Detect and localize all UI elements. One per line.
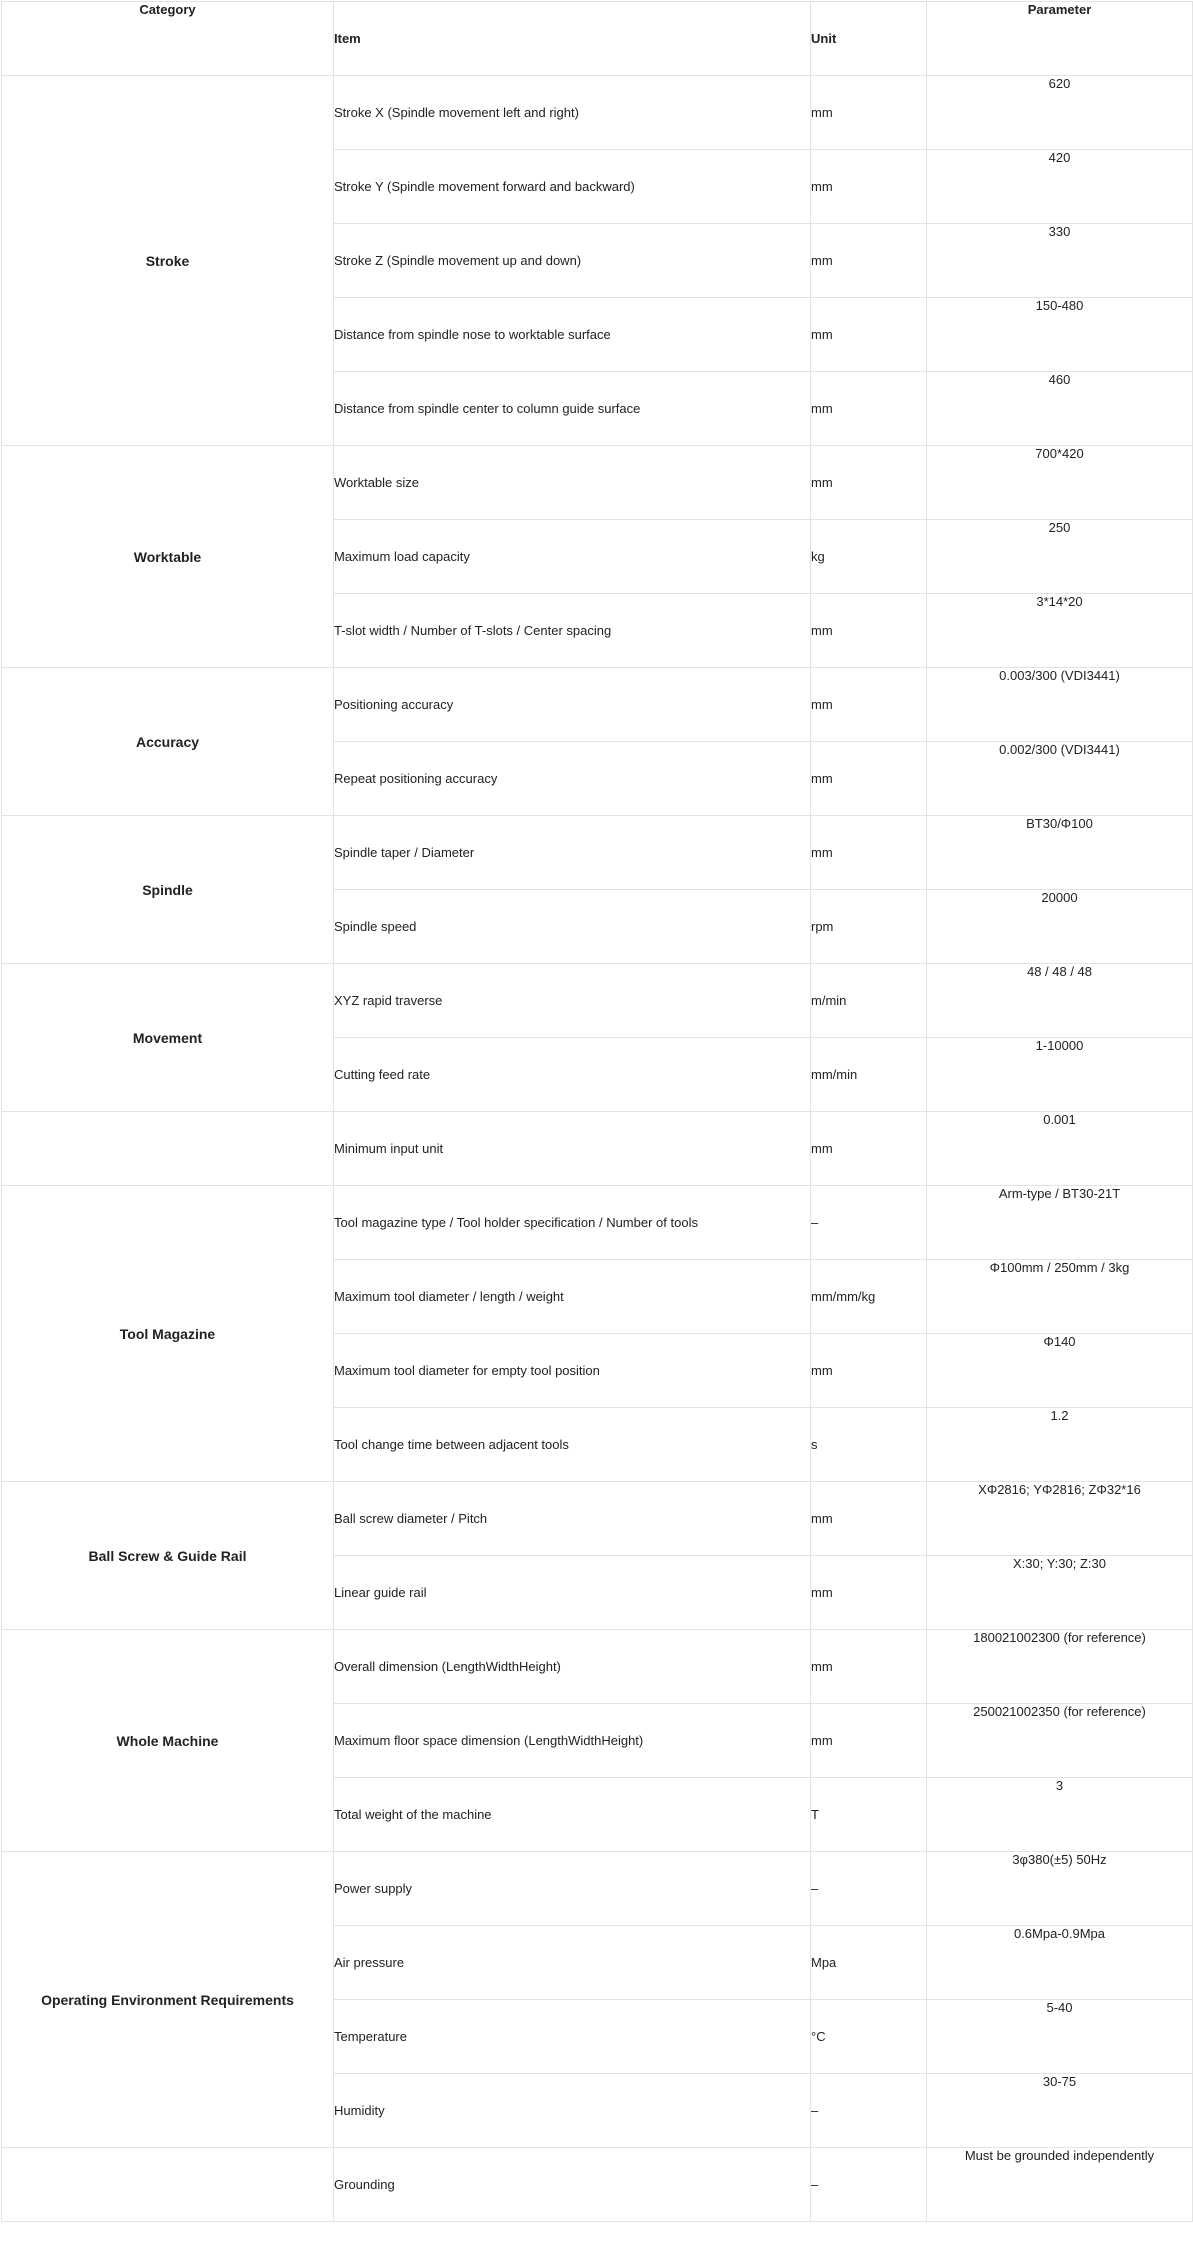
unit-cell: °C — [811, 2000, 927, 2074]
table-row — [2, 76, 1193, 150]
header-parameter: Parameter — [927, 2, 1193, 76]
unit-cell: mm — [811, 594, 927, 668]
unit-cell: – — [811, 2074, 927, 2148]
parameter-cell: 330 — [927, 224, 1193, 298]
item-cell: Maximum tool diameter / length / weight — [334, 1260, 811, 1334]
item-cell: T-slot width / Number of T-slots / Center spacing — [334, 594, 811, 668]
unit-cell: rpm — [811, 890, 927, 964]
parameter-cell: 420 — [927, 150, 1193, 224]
category-cell: Spindle — [2, 816, 334, 964]
table-row — [2, 1112, 1193, 1186]
header-row — [2, 2, 1193, 76]
parameter-cell: 250021002350 (for reference) — [927, 1704, 1193, 1778]
unit-cell: mm — [811, 224, 927, 298]
table-row — [2, 668, 1193, 742]
parameter-cell: 1-10000 — [927, 1038, 1193, 1112]
parameter-cell: 180021002300 (for reference) — [927, 1630, 1193, 1704]
parameter-cell: Must be grounded independently — [927, 2148, 1193, 2222]
unit-cell: Mpa — [811, 1926, 927, 2000]
table-row — [2, 1630, 1193, 1704]
parameter-cell: 0.001 — [927, 1112, 1193, 1186]
table-body — [2, 76, 1193, 2222]
unit-cell: mm/mm/kg — [811, 1260, 927, 1334]
unit-cell: mm — [811, 816, 927, 890]
unit-cell: mm/min — [811, 1038, 927, 1112]
unit-cell: mm — [811, 1112, 927, 1186]
item-cell: Tool magazine type / Tool holder specification / Number of tools — [334, 1186, 811, 1260]
category-cell: Stroke — [2, 76, 334, 446]
item-cell: XYZ rapid traverse — [334, 964, 811, 1038]
category-cell — [2, 1112, 334, 1186]
unit-cell: mm — [811, 76, 927, 150]
table-row — [2, 964, 1193, 1038]
parameter-cell: 0.002/300 (VDI3441) — [927, 742, 1193, 816]
unit-cell: mm — [811, 1704, 927, 1778]
item-cell: Stroke Z (Spindle movement up and down) — [334, 224, 811, 298]
parameter-cell: 460 — [927, 372, 1193, 446]
parameter-cell: BT30/Φ100 — [927, 816, 1193, 890]
parameter-cell: 250 — [927, 520, 1193, 594]
unit-cell: – — [811, 2148, 927, 2222]
parameter-cell: 3φ380(±5) 50Hz — [927, 1852, 1193, 1926]
item-cell: Worktable size — [334, 446, 811, 520]
unit-cell: T — [811, 1778, 927, 1852]
item-cell: Spindle taper / Diameter — [334, 816, 811, 890]
category-cell: Movement — [2, 964, 334, 1112]
parameter-cell: 30-75 — [927, 2074, 1193, 2148]
table-row — [2, 1852, 1193, 1926]
header-unit: Unit — [811, 2, 927, 76]
category-cell: Whole Machine — [2, 1630, 334, 1852]
item-cell: Positioning accuracy — [334, 668, 811, 742]
unit-cell: mm — [811, 446, 927, 520]
item-cell: Overall dimension (LengthWidthHeight) — [334, 1630, 811, 1704]
spec-table — [1, 1, 1193, 2222]
parameter-cell: Φ100mm / 250mm / 3kg — [927, 1260, 1193, 1334]
item-cell: Minimum input unit — [334, 1112, 811, 1186]
unit-cell: mm — [811, 372, 927, 446]
item-cell: Stroke Y (Spindle movement forward and backward) — [334, 150, 811, 224]
unit-cell: mm — [811, 298, 927, 372]
item-cell: Total weight of the machine — [334, 1778, 811, 1852]
item-cell: Maximum floor space dimension (LengthWidthHeight) — [334, 1704, 811, 1778]
parameter-cell: 3 — [927, 1778, 1193, 1852]
item-cell: Humidity — [334, 2074, 811, 2148]
category-cell: Worktable — [2, 446, 334, 668]
table-row — [2, 1186, 1193, 1260]
table-header — [2, 2, 1193, 76]
parameter-cell: 620 — [927, 76, 1193, 150]
category-cell: Accuracy — [2, 668, 334, 816]
unit-cell: mm — [811, 742, 927, 816]
item-cell: Repeat positioning accuracy — [334, 742, 811, 816]
parameter-cell: 150-480 — [927, 298, 1193, 372]
item-cell: Distance from spindle nose to worktable surface — [334, 298, 811, 372]
header-category: Category — [2, 2, 334, 76]
item-cell: Maximum tool diameter for empty tool position — [334, 1334, 811, 1408]
table-row — [2, 446, 1193, 520]
item-cell: Grounding — [334, 2148, 811, 2222]
item-cell: Maximum load capacity — [334, 520, 811, 594]
parameter-cell: Arm-type / BT30-21T — [927, 1186, 1193, 1260]
item-cell: Temperature — [334, 2000, 811, 2074]
parameter-cell: XΦ2816; YΦ2816; ZΦ32*16 — [927, 1482, 1193, 1556]
item-cell: Tool change time between adjacent tools — [334, 1408, 811, 1482]
parameter-cell: 0.6Mpa-0.9Mpa — [927, 1926, 1193, 2000]
unit-cell: – — [811, 1852, 927, 1926]
parameter-cell: 3*14*20 — [927, 594, 1193, 668]
item-cell: Power supply — [334, 1852, 811, 1926]
table-row — [2, 1482, 1193, 1556]
unit-cell: kg — [811, 520, 927, 594]
header-item: Item — [334, 2, 811, 76]
parameter-cell: Φ140 — [927, 1334, 1193, 1408]
unit-cell: mm — [811, 1334, 927, 1408]
category-cell — [2, 2148, 334, 2222]
parameter-cell: 1.2 — [927, 1408, 1193, 1482]
item-cell: Air pressure — [334, 1926, 811, 2000]
parameter-cell: X:30; Y:30; Z:30 — [927, 1556, 1193, 1630]
unit-cell: mm — [811, 1630, 927, 1704]
parameter-cell: 48 / 48 / 48 — [927, 964, 1193, 1038]
parameter-cell: 5-40 — [927, 2000, 1193, 2074]
parameter-cell: 700*420 — [927, 446, 1193, 520]
table-row — [2, 816, 1193, 890]
category-cell: Ball Screw & Guide Rail — [2, 1482, 334, 1630]
item-cell: Distance from spindle center to column guide surface — [334, 372, 811, 446]
unit-cell: mm — [811, 1556, 927, 1630]
parameter-cell: 20000 — [927, 890, 1193, 964]
item-cell: Spindle speed — [334, 890, 811, 964]
item-cell: Stroke X (Spindle movement left and right) — [334, 76, 811, 150]
category-cell: Tool Magazine — [2, 1186, 334, 1482]
unit-cell: mm — [811, 668, 927, 742]
unit-cell: – — [811, 1186, 927, 1260]
item-cell: Ball screw diameter / Pitch — [334, 1482, 811, 1556]
unit-cell: s — [811, 1408, 927, 1482]
table-row — [2, 2148, 1193, 2222]
item-cell: Cutting feed rate — [334, 1038, 811, 1112]
unit-cell: mm — [811, 150, 927, 224]
unit-cell: m/min — [811, 964, 927, 1038]
category-cell: Operating Environment Requirements — [2, 1852, 334, 2148]
parameter-cell: 0.003/300 (VDI3441) — [927, 668, 1193, 742]
unit-cell: mm — [811, 1482, 927, 1556]
item-cell: Linear guide rail — [334, 1556, 811, 1630]
